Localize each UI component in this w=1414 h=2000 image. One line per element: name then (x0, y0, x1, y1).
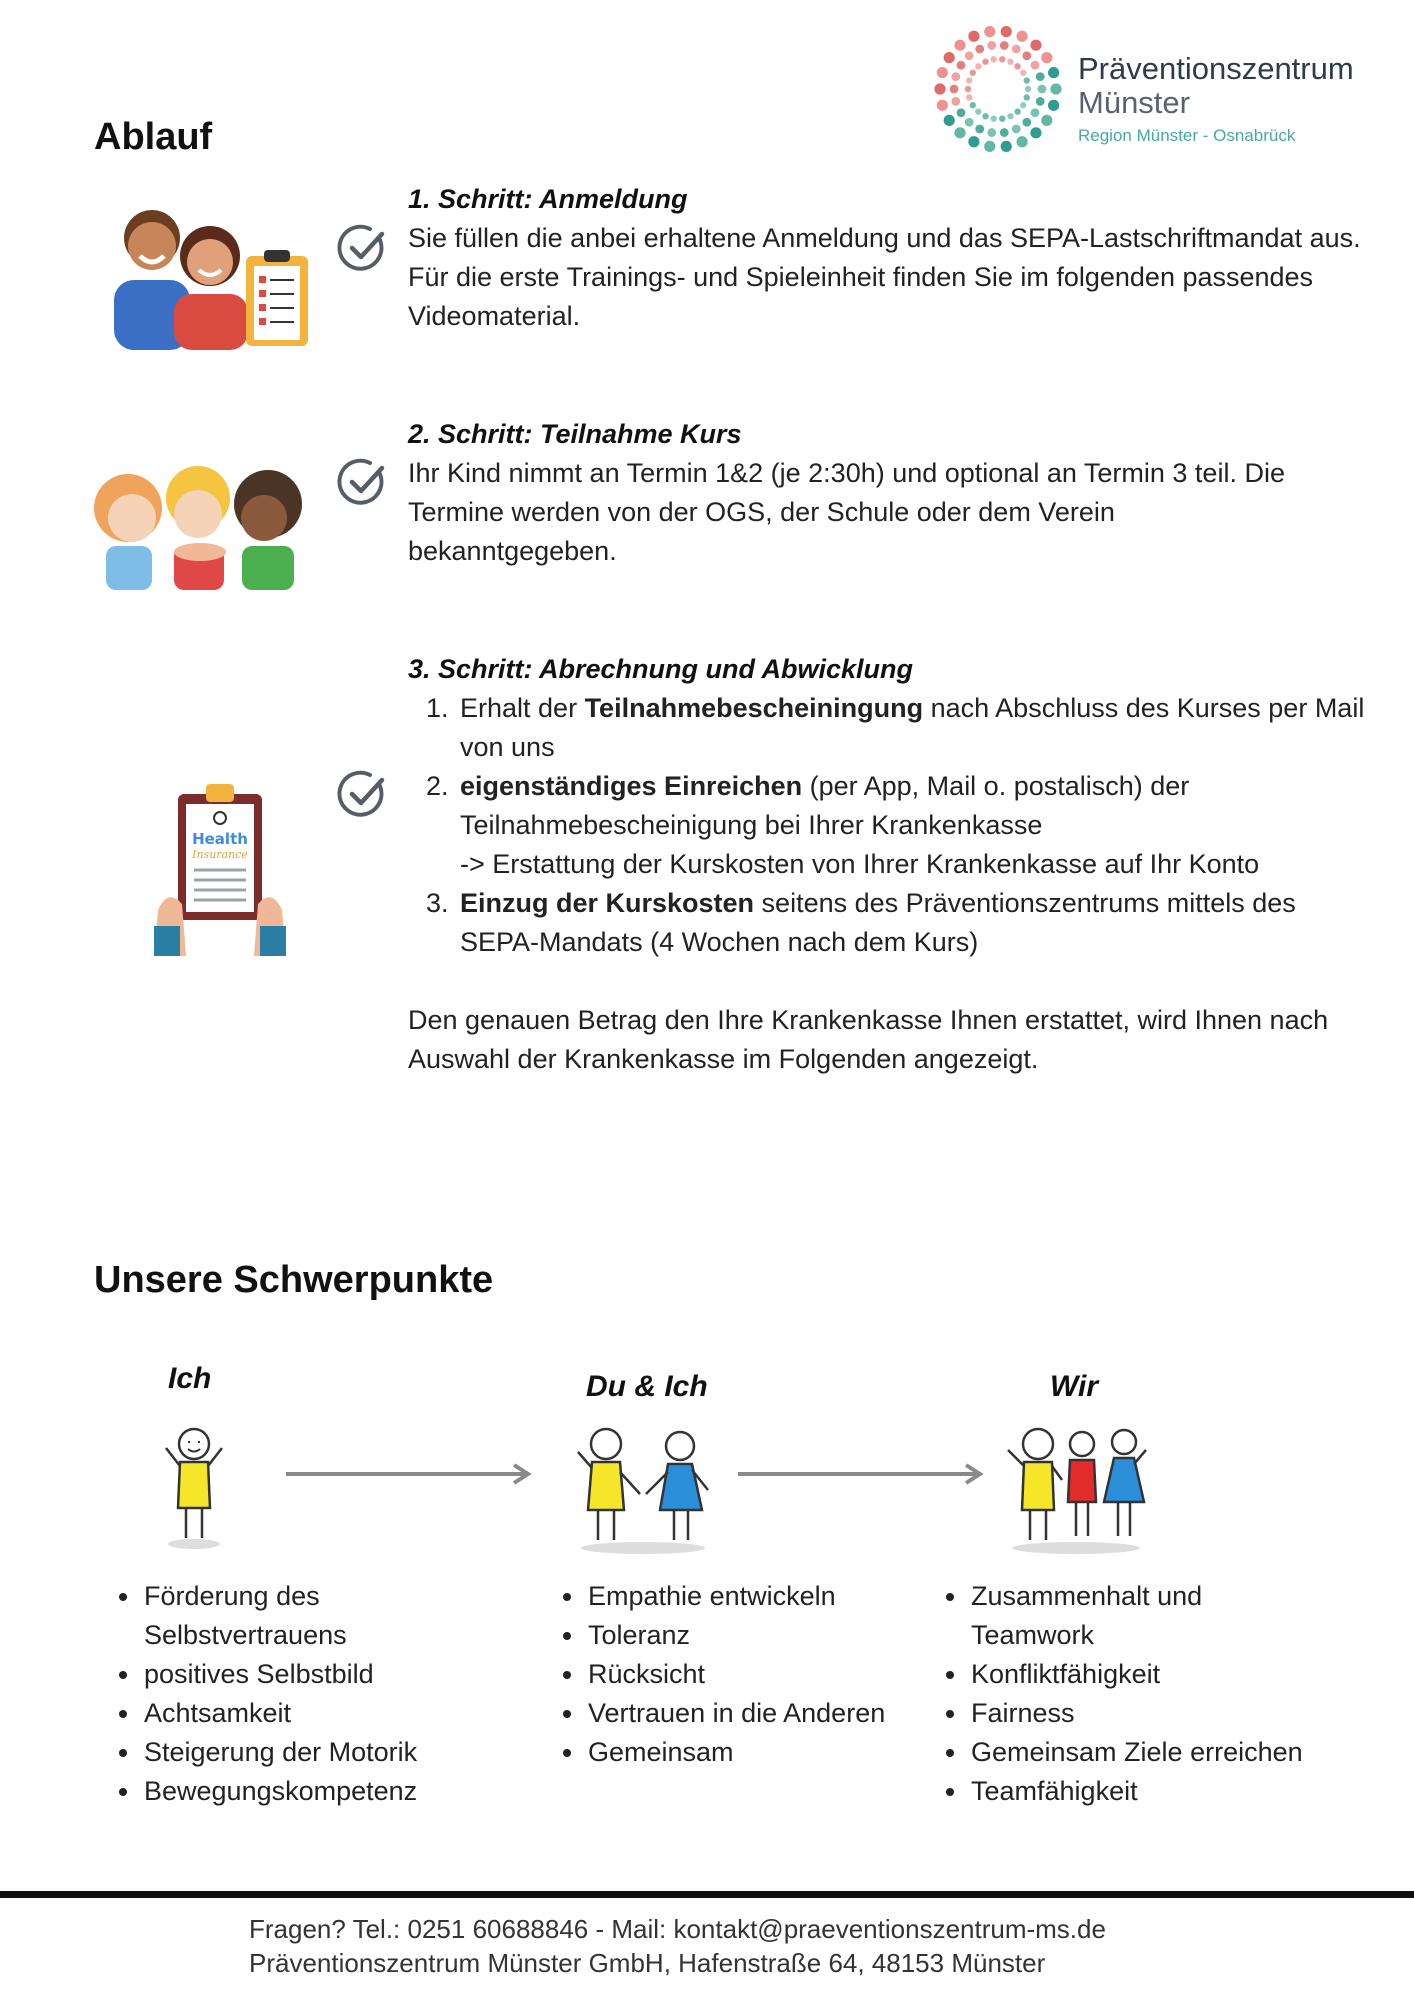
logo (933, 24, 1373, 154)
clipboard-health-label: Health (192, 830, 248, 848)
column-du-ich-list (538, 1577, 966, 1772)
health-insurance-clipboard-illustration (150, 780, 290, 956)
kids-teamwork-illustration (88, 462, 310, 590)
list-item: • Teamfähigkeit (969, 1772, 1369, 1811)
step2-check-icon (336, 456, 388, 508)
step3 (408, 650, 1378, 1079)
footer-divider (0, 1891, 1414, 1898)
step1-text: Sie füllen die anbei erhaltene Anmeldung und das SEPA-Lastschriftmandat aus. Für die erste Trainings- und Spieleinheit finden Sie im folgenden passendes Videomaterial. (408, 223, 1361, 331)
arrow-right-icon (286, 1462, 534, 1486)
list-item: • positives Selbstbild (142, 1655, 492, 1694)
step3-note: Den genauen Betrag den Ihre Krankenkasse Ihnen erstattet, wird Ihnen nach Auswahl der Krankenkasse im Folgenden angezeigt. (408, 1005, 1329, 1074)
logo-burst-icon (933, 24, 1063, 154)
clipboard-insurance-label: Insurance (192, 848, 248, 861)
list-item: • Konfliktfähigkeit (969, 1655, 1369, 1694)
list-item: • Steigerung der Motorik (142, 1733, 492, 1772)
step3-list (408, 689, 1378, 962)
schwerpunkte-heading: Unsere Schwerpunkte (94, 1259, 494, 1301)
list-item: • Gemeinsam Ziele erreichen (969, 1733, 1369, 1772)
step2 (408, 415, 1318, 571)
step2-text: Ihr Kind nimmt an Termin 1&2 (je 2:30h) und optional an Termin 3 teil. Die Termine werden von der OGS, der Schule oder dem Verein bekanntgegeben. (408, 458, 1285, 566)
step3-item-3: 3. Einzug der Kurskosten seitens des Präventionszentrums mittels des SEPA-Mandats (4 Wochen nach dem Kurs) (456, 884, 1378, 962)
single-figure-icon (156, 1426, 230, 1556)
group-figures-icon (1000, 1420, 1150, 1560)
list-item: • Förderung des Selbstvertrauens (142, 1577, 492, 1655)
column-ich-list (94, 1577, 492, 1811)
logo-name-line2: Münster (1078, 85, 1190, 120)
logo-region: Region Münster - Osnabrück (1078, 126, 1296, 145)
list-item: • Vertrauen in die Anderen (586, 1694, 966, 1733)
step1-check-icon (336, 222, 388, 274)
column-ich-title: Ich (168, 1362, 212, 1395)
list-item: • Fairness (969, 1694, 1369, 1733)
list-item: • Empathie entwickeln (586, 1577, 966, 1616)
step3-check-icon (336, 768, 388, 820)
step3-title: 3. Schritt: Abrechnung und Abwicklung (408, 654, 913, 684)
step3-item-2: 2. eigenständiges Einreichen (per App, Mail o. postalisch) der Teilnahmebescheinigung bei Ihrer Krankenkasse -> Erstattung der Kurskosten von Ihrer Krankenkasse auf Ihr Konto (456, 767, 1378, 884)
logo-name-line1: Präventionszentrum (1078, 51, 1354, 86)
arrow-right-icon (738, 1462, 986, 1486)
pair-figures-icon (568, 1424, 718, 1560)
list-item: • Achtsamkeit (142, 1694, 492, 1733)
step2-title: 2. Schritt: Teilnahme Kurs (408, 419, 742, 449)
step1 (408, 180, 1378, 336)
column-du-ich-title: Du & Ich (586, 1370, 708, 1403)
column-wir-title: Wir (1050, 1370, 1099, 1403)
list-item: • Gemeinsam (586, 1733, 966, 1772)
step3-item-1: 1. Erhalt der Teilnahmebescheiningung nach Abschluss des Kurses per Mail von uns (456, 689, 1378, 767)
column-wir-list (921, 1577, 1369, 1811)
step1-title: 1. Schritt: Anmeldung (408, 184, 688, 214)
list-item: • Toleranz (586, 1616, 966, 1655)
list-item: • Rücksicht (586, 1655, 966, 1694)
registration-illustration (104, 200, 314, 350)
footer (249, 1912, 1106, 1980)
list-item: • Zusammenhalt und Teamwork (969, 1577, 1231, 1655)
ablauf-heading: Ablauf (94, 116, 213, 158)
footer-address: Präventionszentrum Münster GmbH, Hafenstraße 64, 48153 Münster (249, 1948, 1046, 1978)
list-item: • Bewegungskompetenz (142, 1772, 492, 1811)
footer-contact: Fragen? Tel.: 0251 60688846 - Mail: kontakt@praeventionszentrum-ms.de (249, 1914, 1106, 1944)
